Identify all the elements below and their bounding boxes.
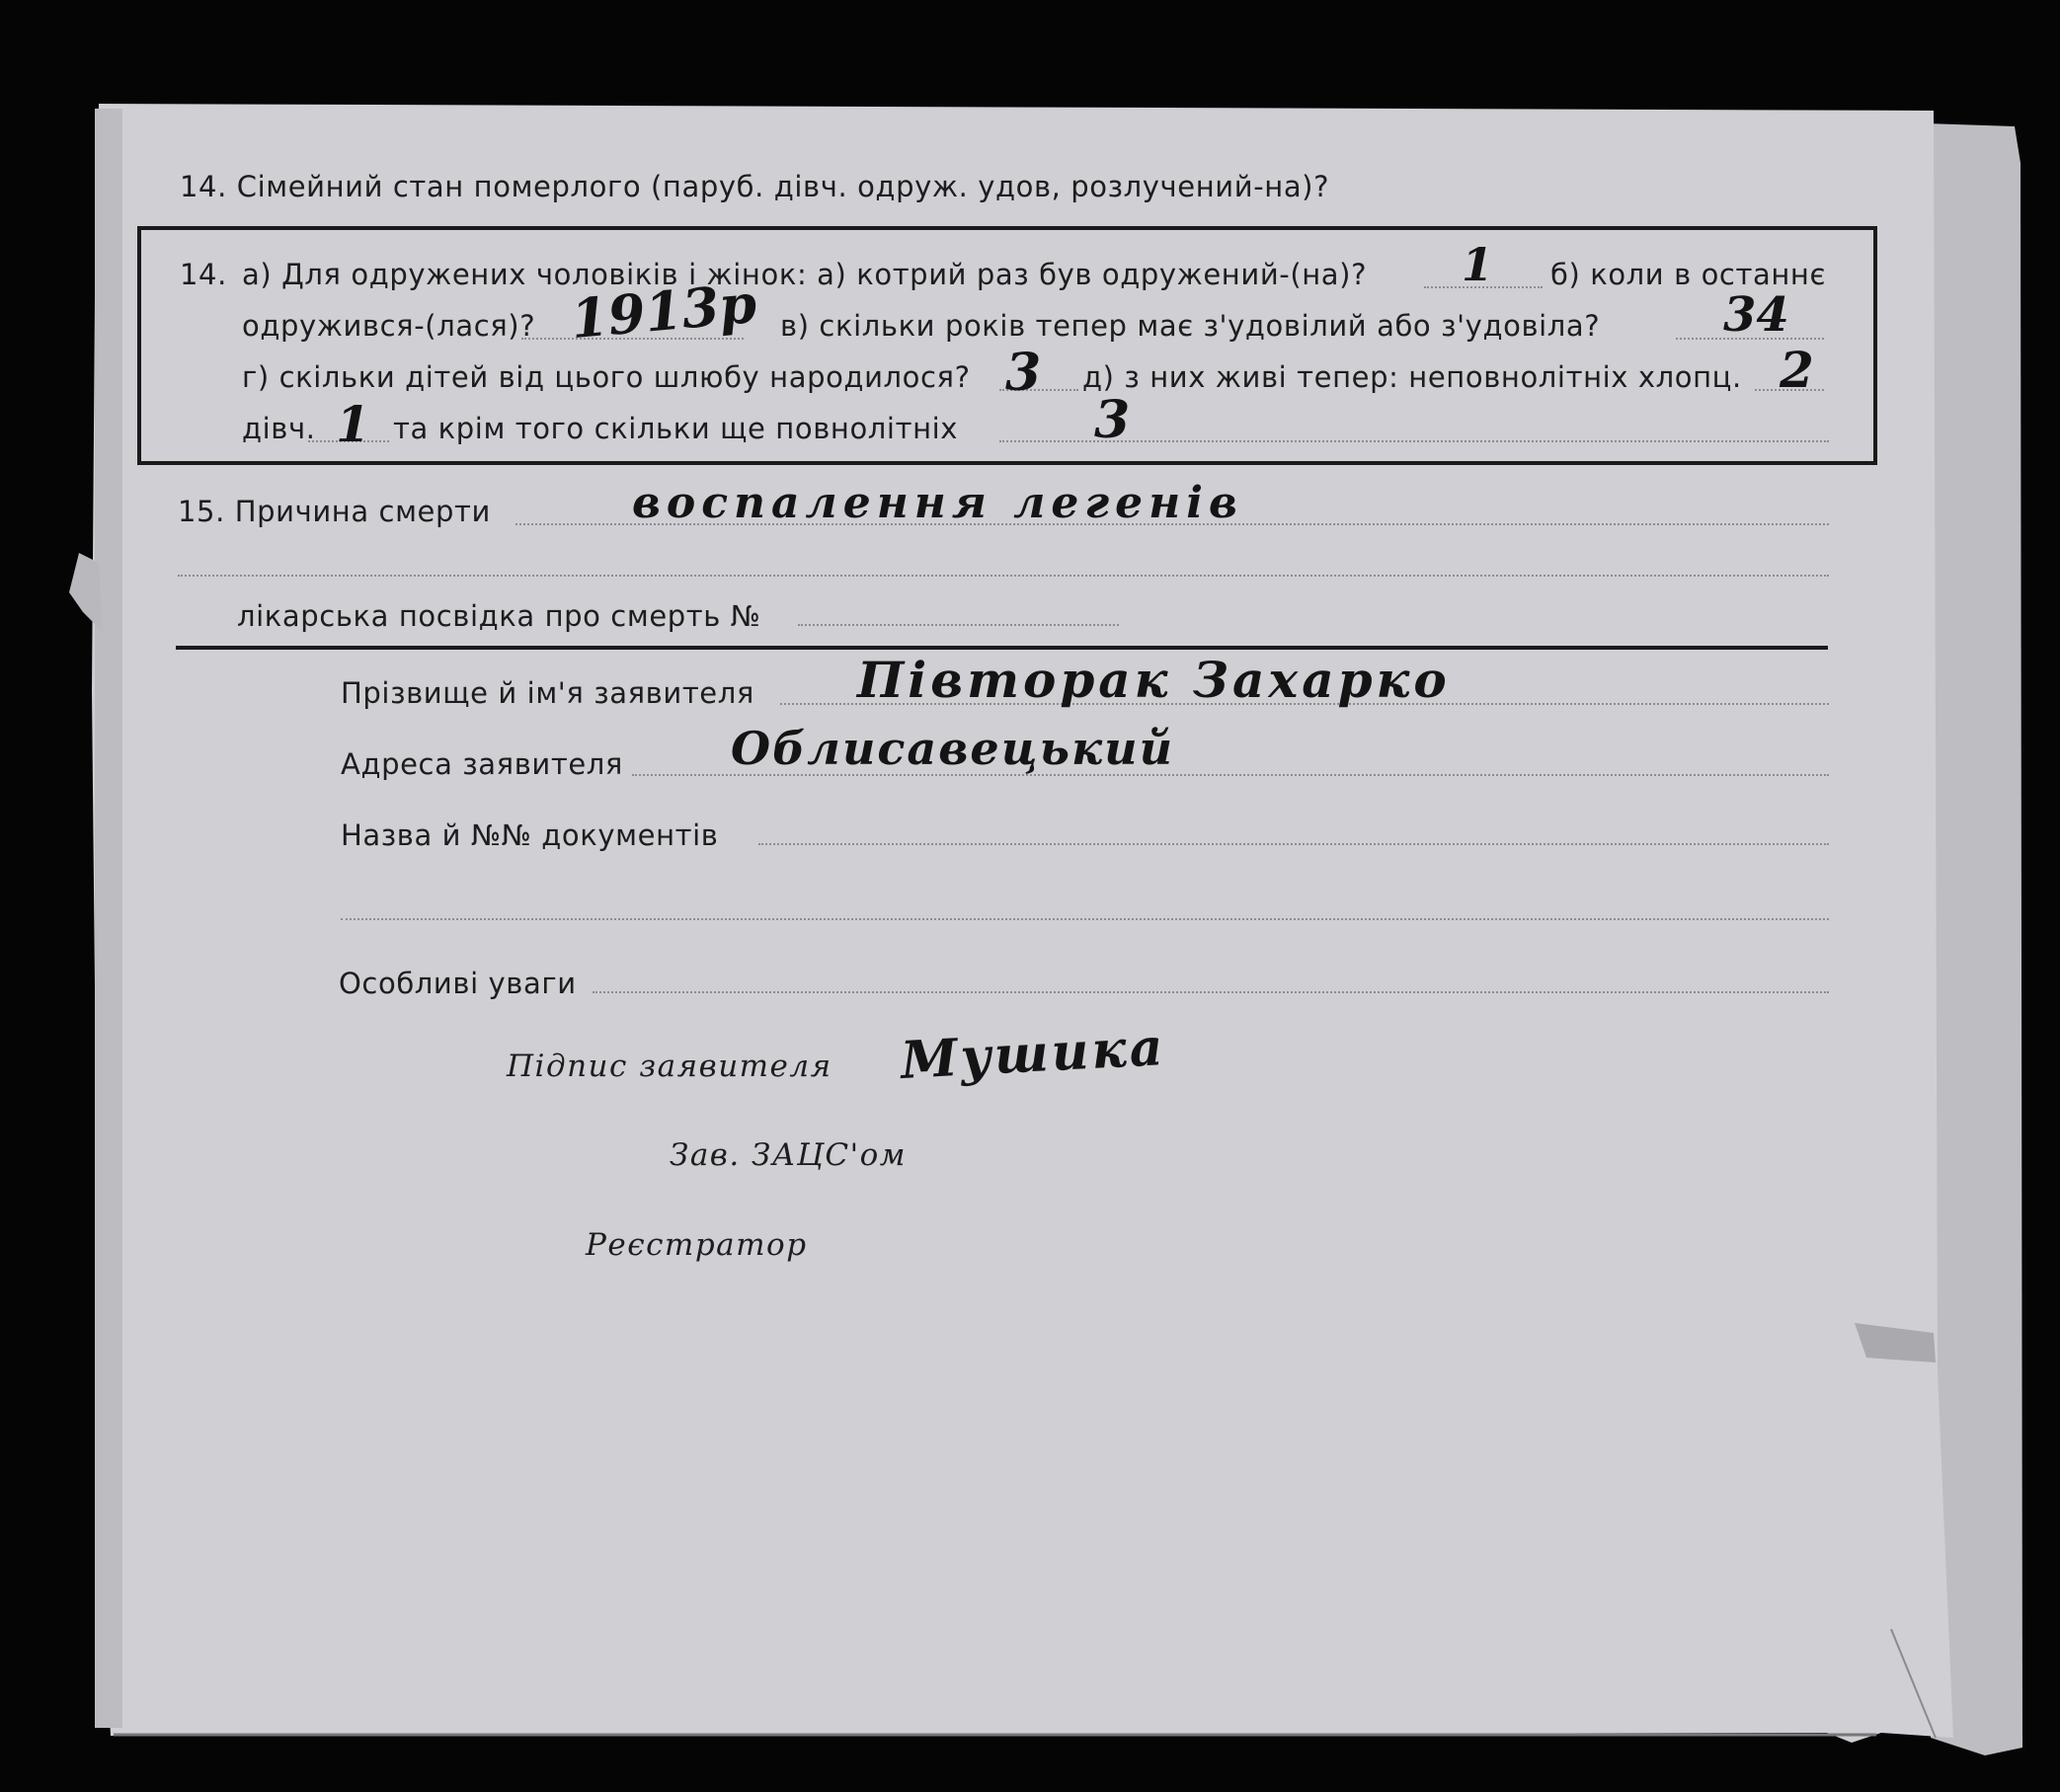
- documents-field-line2[interactable]: [341, 918, 1829, 920]
- adults-value: 3: [1094, 390, 1131, 450]
- remarks-field[interactable]: [593, 991, 1829, 993]
- applicant-address-value: Облисавецький: [731, 722, 1175, 775]
- q14a-last-married-label: б) коли в останнє: [1550, 258, 1826, 291]
- q14a-adults-label: та крім того скільки ще повнолітніх: [393, 412, 959, 445]
- documents-field[interactable]: [758, 843, 1829, 845]
- left-edge-shadow: [95, 109, 122, 1728]
- boys-minor-value: 2: [1780, 341, 1814, 399]
- registrar-label: Реєстратор: [586, 1227, 808, 1263]
- q14a-children-born-question: г) скільки дітей від цього шлюбу народилося?: [242, 360, 971, 394]
- q14a-number: 14.: [180, 258, 227, 291]
- widowed-years-value: 34: [1723, 287, 1789, 343]
- documents-label: Назва й №№ документів: [341, 818, 719, 852]
- section-divider: [176, 646, 1828, 650]
- zags-head-label: Зав. ЗАЦС'ом: [670, 1137, 907, 1173]
- remarks-label: Особливі уваги: [339, 967, 577, 1000]
- applicant-name-value: Півторак Захарко: [857, 651, 1451, 709]
- applicant-name-label: Прізвище й ім'я заявителя: [341, 676, 754, 710]
- cause-of-death-label: 15. Причина смерти: [178, 495, 491, 528]
- q14a-times-married-question: а) Для одружених чоловіків і жінок: а) котрий раз був одружений-(на)?: [242, 258, 1368, 291]
- applicant-signature-value: Мушика: [899, 1017, 1167, 1091]
- cause-of-death-field-line2[interactable]: [178, 575, 1829, 577]
- last-married-value: 1913р: [568, 271, 759, 351]
- cause-of-death-value: воспалення легенів: [632, 478, 1243, 528]
- q14a-girls-label: дівч.: [242, 412, 316, 445]
- girls-minor-value: 1: [336, 395, 370, 453]
- applicant-address-label: Адреса заявителя: [341, 747, 623, 781]
- applicant-signature-label: Підпис заявителя: [507, 1049, 832, 1084]
- medical-certificate-field[interactable]: [798, 624, 1119, 626]
- q14a-living-minors-question: д) з них живі тепер: неповнолітніх хлопц.: [1082, 360, 1742, 394]
- q14a-widowed-years-question: в) скільки років тепер має з'удовілий або з'удовіла?: [780, 309, 1601, 343]
- children-born-value: 3: [1005, 343, 1042, 403]
- torn-left-edge: [69, 553, 103, 632]
- times-married-value: 1: [1462, 238, 1494, 291]
- medical-certificate-label: лікарська посвідка про смерть №: [237, 599, 761, 633]
- marital-status-question: 14. Сімейний стан померлого (паруб. дівч. одруж. удов, розлучений-на)?: [180, 170, 1330, 203]
- q14a-married-when-label: одружився-(лася)?: [242, 309, 536, 343]
